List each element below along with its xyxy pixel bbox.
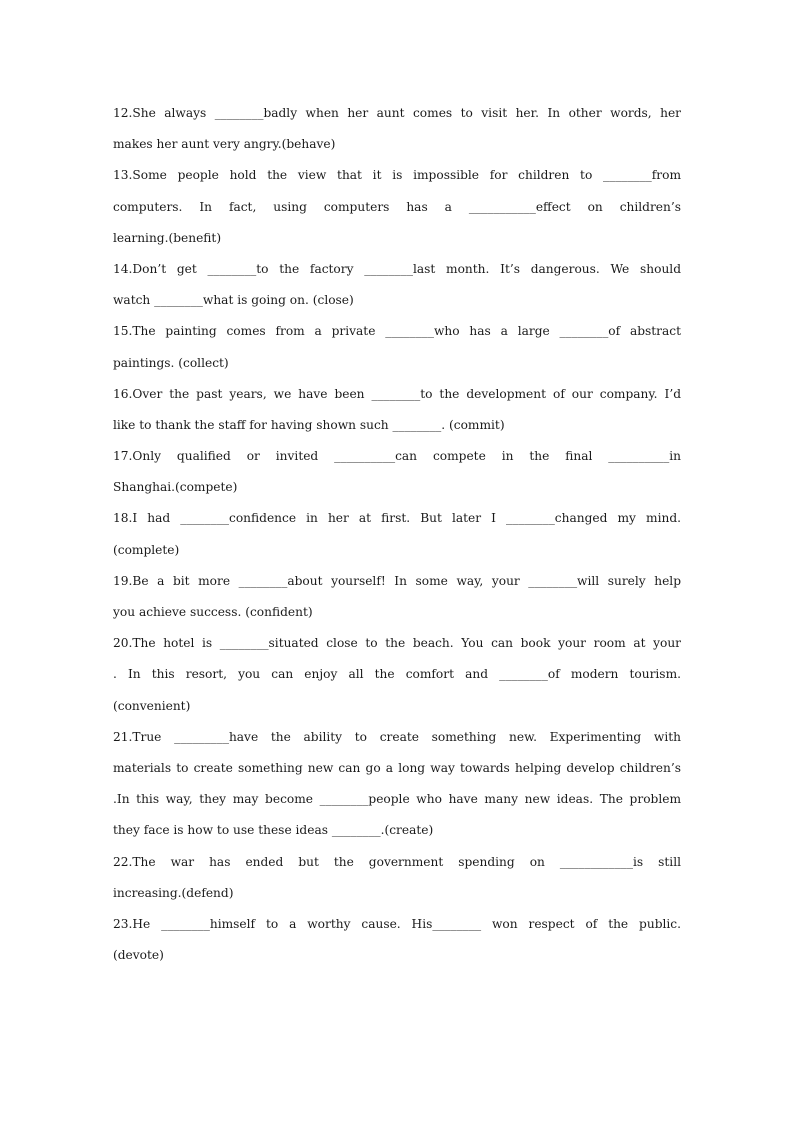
text-line: 13.Some people hold the view that it is impossible for children to ________from [113, 168, 681, 183]
text-line: 20.The hotel is ________situated close to the beach. You can book your room at your [113, 636, 681, 651]
text-line: 23.He ________himself to a worthy cause. His________ won respect of the public. [113, 916, 681, 931]
text-line: .In this way, they may become ________people who have many new ideas. The problem [113, 792, 681, 807]
text-line: 15.The painting comes from a private ________who has a large ________of abstract [113, 324, 681, 339]
text-line: watch ________what is going on. (close) [113, 293, 354, 308]
text-line: 21.True _________have the ability to create something new. Experimenting with [113, 729, 681, 744]
text-line: increasing.(defend) [113, 885, 234, 900]
document-body [113, 98, 681, 971]
text-line: (convenient) [113, 698, 191, 713]
text-line: Shanghai.(compete) [113, 480, 238, 495]
text-line: (devote) [113, 948, 164, 963]
text-line: 18.I had ________confidence in her at first. But later I ________changed my mind. [113, 511, 681, 526]
text-line: 14.Don’t get ________to the factory ________last month. It’s dangerous. We should [113, 261, 681, 276]
text-line: 16.Over the past years, we have been ________to the development of our company. I’d [113, 386, 681, 401]
text-line: makes her aunt very angry.(behave) [113, 137, 336, 152]
text-line: 19.Be a bit more ________about yourself! In some way, your ________will surely help [113, 573, 681, 588]
text-line: 12.She always ________badly when her aunt comes to visit her. In other words, her [113, 106, 681, 120]
text-line: 22.The war has ended but the government spending on ____________is still [113, 854, 681, 869]
text-line: 17.Only qualified or invited __________can compete in the final __________in [113, 449, 681, 464]
text-line: (complete) [113, 542, 180, 557]
text-line: materials to create something new can go a long way towards helping develop children’s [113, 760, 681, 775]
text-line: like to thank the staff for having shown such ________. (commit) [113, 417, 505, 432]
text-line: computers. In fact, using computers has a ___________effect on children’s [113, 199, 681, 214]
text-line: they face is how to use these ideas ________.(create) [113, 823, 434, 838]
text-line: learning.(benefit) [113, 230, 222, 245]
text-line: you achieve success. (confident) [113, 605, 313, 619]
text-line: . In this resort, you can enjoy all the comfort and ________of modern tourism. [113, 667, 681, 682]
text-line: paintings. (collect) [113, 355, 229, 370]
